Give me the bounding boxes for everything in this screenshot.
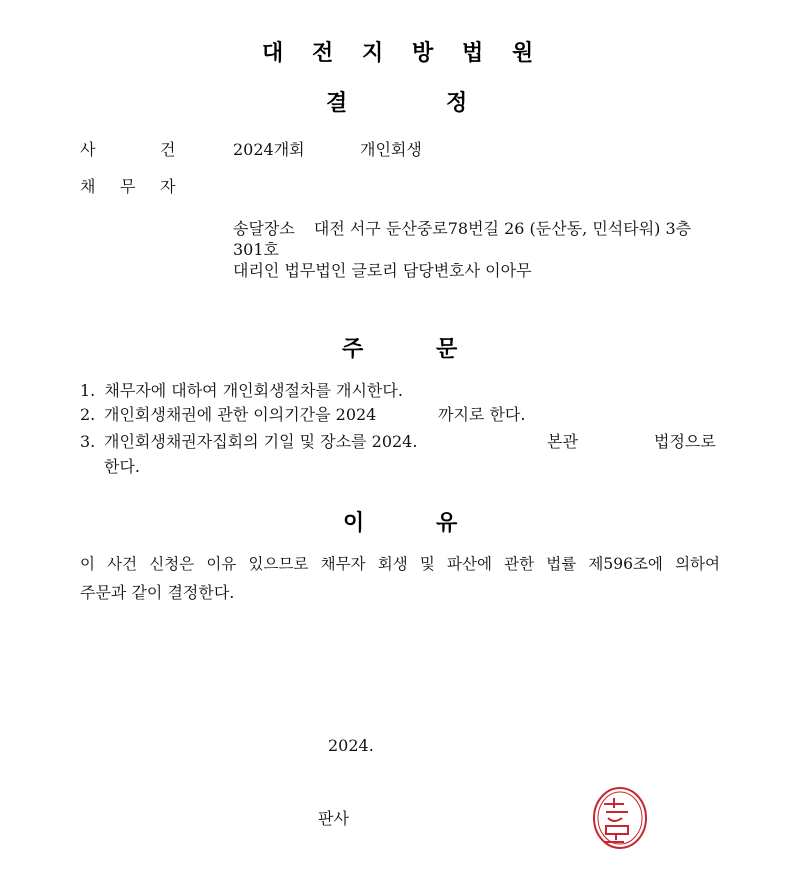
order-item-courtroom: 법정으로 xyxy=(654,432,716,451)
service-address-text: 대전 서구 둔산중로78번길 26 (둔산동, 민석타워) 3층 xyxy=(313,219,692,238)
order-item-1 xyxy=(80,380,403,402)
order-item-building: 본관 xyxy=(547,432,578,451)
case-label-char: 사 xyxy=(80,140,96,159)
court-name-char: 방 xyxy=(412,41,434,66)
order-item-text-deadline: 까지로 한다. xyxy=(438,405,526,424)
legal-agent: 대리인 법무법인 글로리 담당변호사 이아무 xyxy=(233,261,532,280)
court-name-char: 대 xyxy=(262,41,284,66)
debtor-row xyxy=(0,176,793,198)
case-type: 개인회생 xyxy=(360,140,422,159)
reason-text-line2: 주문과 같이 결정한다. xyxy=(80,583,235,602)
order-item-text: 개인회생채권에 관한 이의기간을 2024 xyxy=(104,405,377,424)
document-type-char: 결 xyxy=(326,91,348,116)
reason-text-line1: 이 사건 신청은 이유 있으므로 채무자 회생 및 파산에 관한 법률 제596조에 의하여 xyxy=(80,555,720,573)
order-item-number: 3. xyxy=(80,432,96,451)
case-label-char: 건 xyxy=(160,140,176,159)
service-address-label: 송달장소 xyxy=(233,219,295,238)
order-heading-char: 주 xyxy=(342,337,364,362)
document-type-char: 정 xyxy=(446,91,468,116)
debtor-label-char: 채 xyxy=(80,177,96,196)
service-address-line1 xyxy=(233,218,691,240)
judge-seal-stamp xyxy=(590,786,648,850)
court-name-char: 법 xyxy=(462,41,484,66)
order-item-3-continued: 한다. xyxy=(104,457,140,476)
reason-heading-char: 이 xyxy=(343,511,365,536)
debtor-label-char: 무 xyxy=(120,177,136,196)
order-item-text: 개인회생채권자집회의 기일 및 장소를 2024. xyxy=(104,432,418,451)
judge-label: 판사 xyxy=(318,809,349,828)
order-heading-char: 문 xyxy=(436,337,458,362)
order-item-2 xyxy=(80,404,720,426)
service-address-line2: 301호 xyxy=(233,240,279,259)
court-name-char: 전 xyxy=(312,41,334,66)
case-number: 2024개회 xyxy=(233,140,305,159)
reason-heading-char: 유 xyxy=(436,511,458,536)
order-item-text: 채무자에 대하여 개인회생절차를 개시한다. xyxy=(104,381,403,400)
order-item-number: 1. xyxy=(80,381,96,400)
decision-date: 2024. xyxy=(328,736,374,755)
debtor-label-char: 자 xyxy=(160,177,176,196)
order-item-3 xyxy=(80,431,720,453)
order-item-number: 2. xyxy=(80,405,96,424)
court-name-char: 지 xyxy=(362,41,384,66)
court-name-char: 원 xyxy=(512,41,534,66)
case-row xyxy=(0,139,793,161)
seal-graphic xyxy=(590,786,648,850)
